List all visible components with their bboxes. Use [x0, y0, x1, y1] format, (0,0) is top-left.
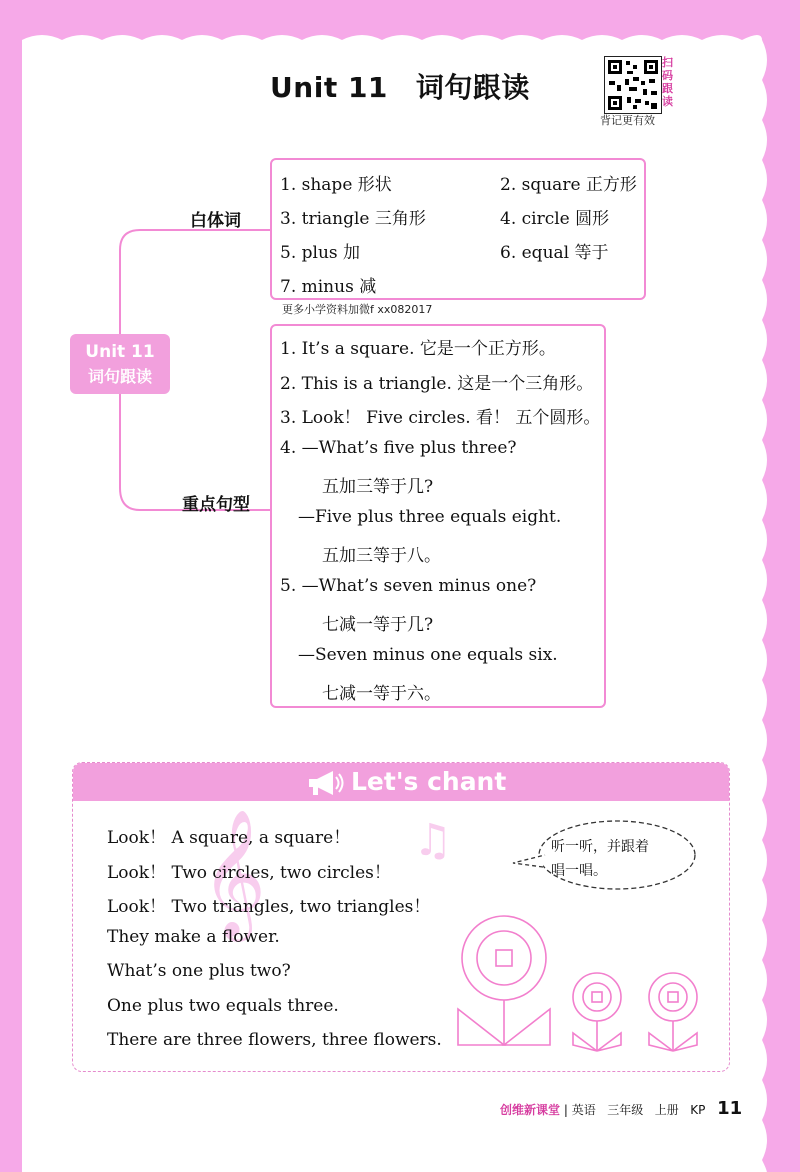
sentence-line: 5. —What’s seven minus one?: [280, 576, 537, 596]
footer-grade: 三年级: [607, 1103, 644, 1117]
chant-line: One plus two equals three.: [107, 996, 339, 1016]
chant-line: Look！ Two triangles, two triangles！: [107, 897, 431, 917]
chant-line: Look！ Two circles, two circles！: [107, 863, 391, 883]
sentence-line: —Seven minus one equals six.: [298, 645, 558, 665]
sentences-branch-label: 重点句型: [182, 495, 250, 515]
sentences-box: [270, 324, 606, 708]
vocab-item: 3. triangle 三角形: [280, 209, 426, 229]
unit-subtitle: 词句跟读: [415, 71, 530, 104]
sentence-line: 1. It’s a square. 它是一个正方形。: [280, 339, 556, 359]
sentence-line: 七减一等于几?: [322, 615, 434, 635]
chant-line: Look！ A square, a square！: [107, 828, 351, 848]
footer-code: KP: [690, 1103, 706, 1117]
promo-note: 更多小学资料加微f xx082017: [282, 303, 433, 316]
shape-flowers-illustration: [443, 913, 723, 1063]
chant-line: What’s one plus two?: [107, 961, 291, 981]
vocab-item: 1. shape 形状: [280, 175, 392, 195]
vocabulary-box: [270, 158, 646, 300]
vocab-item: 7. minus 减: [280, 277, 377, 297]
bubble-text: 听一听，并跟着 唱一唱。: [551, 839, 649, 879]
chant-line: They make a flower.: [107, 927, 280, 947]
chant-title: Let's chant: [351, 767, 507, 796]
sentence-line: 2. This is a triangle. 这是一个三角形。: [280, 374, 594, 394]
vocab-branch-label: 白体词: [190, 211, 241, 231]
unit-title: Unit 11: [270, 71, 388, 104]
mindmap-root-node: Unit 11 词句跟读: [70, 334, 170, 394]
megaphone-icon: [305, 769, 345, 797]
footer-subject: 英语: [571, 1103, 596, 1117]
sentence-line: 五加三等于几?: [322, 477, 434, 497]
page-number: 11: [717, 1098, 743, 1119]
footer-volume: 上册: [654, 1103, 679, 1117]
sentence-line: —Five plus three equals eight.: [298, 507, 562, 527]
qr-side-label: 扫 码 跟 读: [662, 56, 673, 108]
vocab-item: 4. circle 圆形: [500, 209, 610, 229]
vocab-item: 2. square 正方形: [500, 175, 637, 195]
sentence-line: 4. —What’s five plus three?: [280, 438, 517, 458]
chant-line: There are three flowers, three flowers.: [107, 1030, 442, 1050]
sentence-line: 五加三等于八。: [322, 546, 441, 566]
treble-clef-icon: 𝄞: [201, 808, 267, 936]
sentence-line: 七减一等于六。: [322, 684, 441, 704]
vocab-item: 6. equal 等于: [500, 243, 609, 263]
sentence-line: 3. Look！ Five circles. 看！ 五个圆形。: [280, 408, 601, 428]
page-footer: 创维新课堂 | 英语 三年级 上册 KP 11: [500, 1098, 743, 1119]
footer-brand: 创维新课堂: [500, 1103, 561, 1117]
chant-panel: [72, 762, 730, 1072]
vocab-item: 5. plus 加: [280, 243, 361, 263]
music-note-icon: ♫: [413, 815, 453, 866]
qr-caption: 背记更有效: [600, 114, 655, 127]
